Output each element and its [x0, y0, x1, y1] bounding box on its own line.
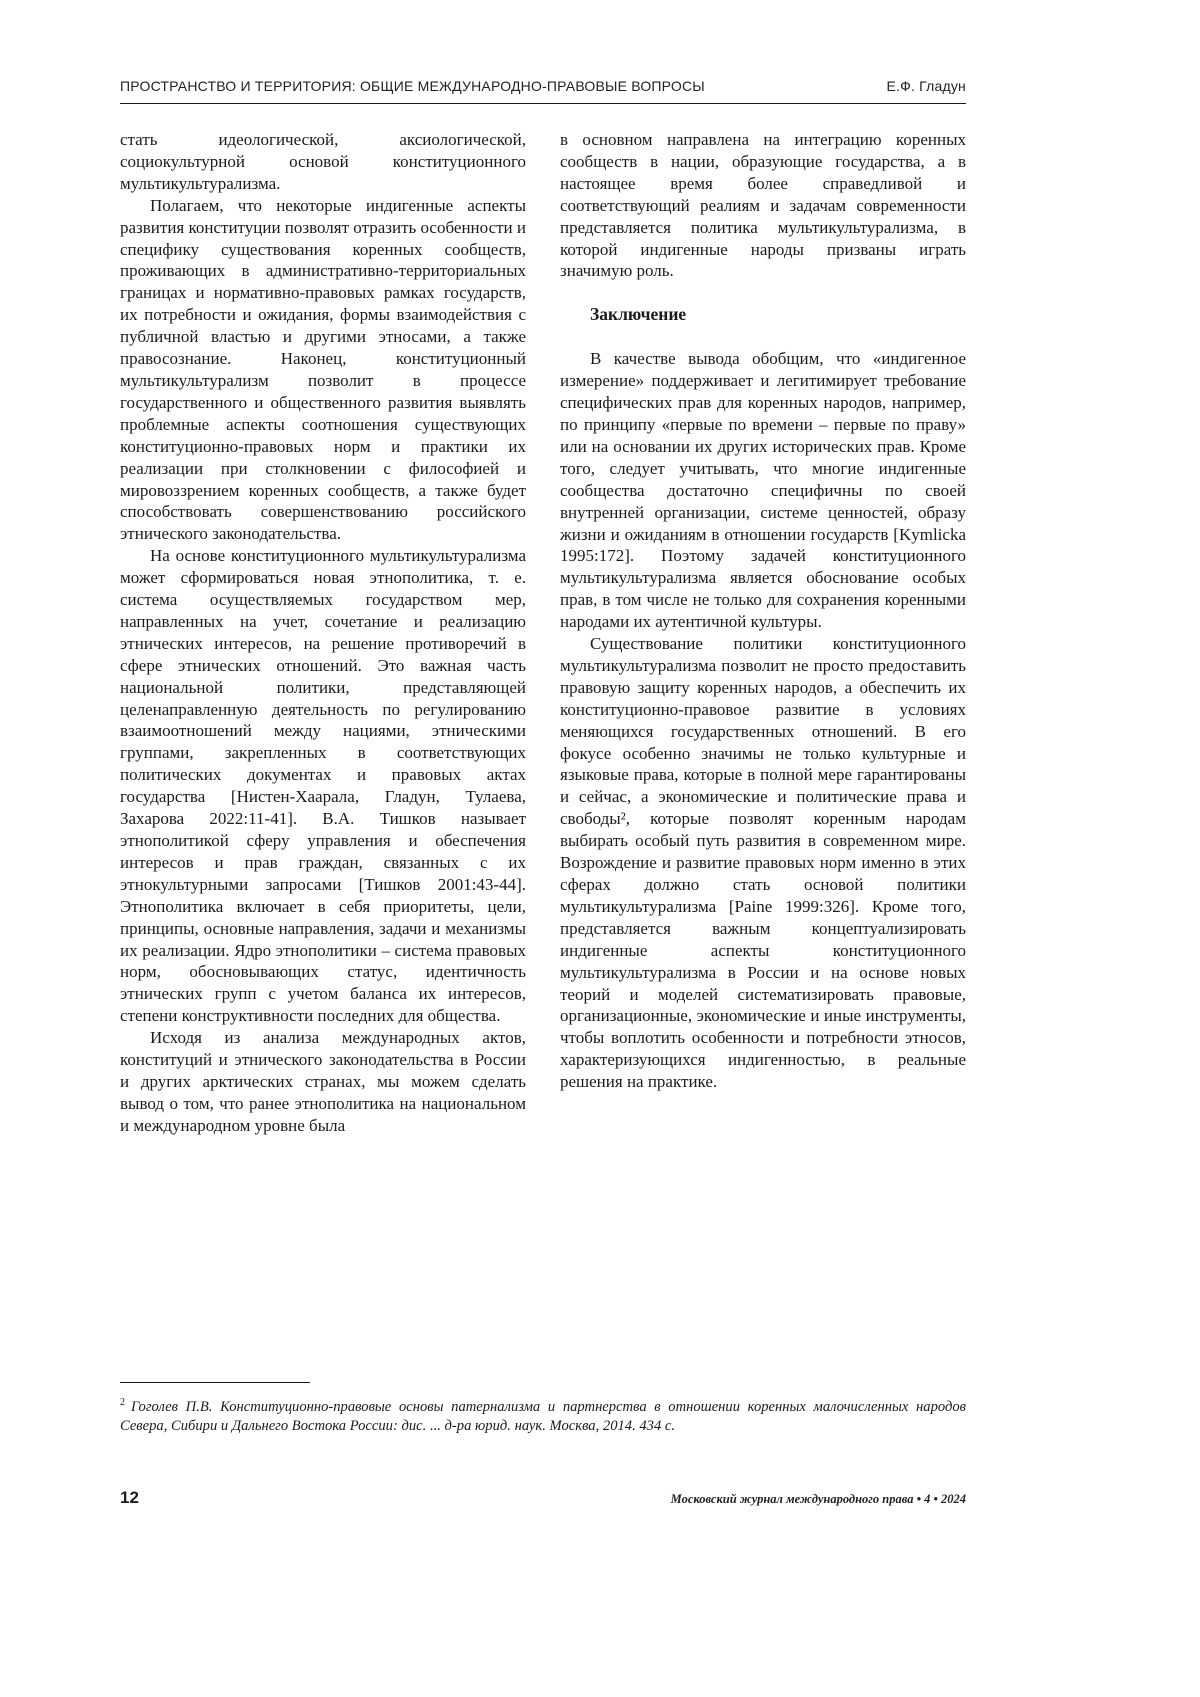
footnote-text: Гоголев П.В. Конституционно-правовые основы патернализма и партнерства в отношении коренных малочисленных народов Севера, Сибири и Дальнего Востока России: дис. ... д-ра юрид. наук. Москва, 2014. 434 с.	[120, 1398, 966, 1435]
paragraph: В качестве вывода обобщим, что «индигенное измерение» поддерживает и легитимирует требование специфических прав для коренных народов, например, по принципу «первые по времени – первые по праву» или на основании их других исторических прав. Кроме того, следует учитывать, что многие индигенные сообщества достаточно специфичны по своей внутренней организации, системе ценностей, образу жизни и ожиданиям в отношении государств [Kymlicka 1995:172]. Поэтому задачей конституционного мультикультурализма является обоснование особых прав, в том числе не только для сохранения коренными народами их аутентичной культуры.	[560, 349, 966, 632]
page-content	[120, 78, 966, 1137]
paragraph: Исходя из анализа международных актов, конституций и этнического законодательства в России и других арктических странах, мы можем сделать вывод о том, что ранее этнополитика на национальном и международном уровне была	[120, 1028, 526, 1135]
paragraph: Полагаем, что некоторые индигенные аспекты развития конституции позволят отразить особенности и специфику существования коренных сообществ, проживающих в административно-территориальных границах и нормативно-правовых рамках государств, их потребности и ожидания, формы взаимодействия с публичной властью и другими этносами, а также правосознание. Наконец, конституционный мультикультурализм позволит в процессе государственного и общественного развития выявлять проблемные аспекты соотношения существующих конституционно-правовых норм и практики их реализации при столкновении с философией и мировоззрением коренных сообществ, а также будет способствовать совершенствованию российского этнического законодательства.	[120, 195, 526, 544]
running-head-author: Е.Ф. Гладун	[886, 78, 966, 94]
footnote-rule	[120, 1382, 310, 1383]
right-column	[560, 129, 966, 1137]
left-column	[120, 129, 526, 1137]
paragraph: На основе конституционного мультикультурализма может сформироваться новая этнополитика, т. е. система осуществляемых государством мер, направленных на учет, сочетание и реализацию этнических интересов, на решение противоречий в сфере этнических отношений. Это важная часть национальной политики, представляющей целенаправленную деятельность по регулированию взаимоотношений между нациями, этническими группами, закрепленных в соответствующих политических документах и правовых актах государства [Нистен-Хаарала, Гладун, Тулаева, Захарова 2022:11-41]. В.А. Тишков называет этнополитикой сферу управления и обеспечения интересов и прав граждан, связанных с их этнокультурными запросами [Тишков 2001:43-44]. Этнополитика включает в себя приоритеты, цели, принципы, основные направления, задачи и механизмы их реализации. Ядро этнополитики – система правовых норм, обосновывающих статус, идентичность этнических групп с учетом баланса их интересов, степени конструктивности последних для общества.	[120, 546, 526, 1026]
running-head-title: ПРОСТРАНСТВО И ТЕРРИТОРИЯ: ОБЩИЕ МЕЖДУНАРОДНО-ПРАВОВЫЕ ВОПРОСЫ	[120, 78, 705, 94]
section-heading-conclusion: Заключение	[590, 304, 687, 325]
footnote-marker: 2	[120, 1397, 125, 1408]
page-number: 12	[120, 1488, 139, 1507]
paragraph: Существование политики конституционного мультикультурализма позволит не просто предоставить правовую защиту коренных народов, а обеспечить их конституционно-правовое развитие в условиях меняющихся государственных отношений. В его фокусе особенно значимы не только культурные и языковые права, которые в полной мере гарантированы и сейчас, а экономические и политические права и свободы², которые позволят коренным народам выбирать особый путь развития в современном мире. Возрождение и развитие правовых норм именно в этих сферах должно стать основой политики мультикультурализма [Paine 1999:326]. Кроме того, представляется важным концептуализировать индигенные аспекты конституционного мультикультурализма в России и на основе новых теорий и моделей систематизировать правовые, организационные, экономические и иные инструменты, чтобы воплотить особенности и потребности этносов, характеризующихся индигенностью, в реальные решения на практике.	[560, 634, 966, 1092]
journal-footer-line: Московский журнал международного права • 4 • 2024	[670, 1492, 966, 1506]
two-column-body	[120, 129, 966, 1137]
paragraph: в основном направлена на интеграцию коренных сообществ в нации, образующие государства, а в настоящее время более справедливой и соответствующий реалиям и задачам современности представляется политика мультикультурализма, в которой индигенные народы призваны играть значимую роль.	[560, 130, 966, 281]
running-header	[120, 78, 966, 103]
header-rule	[120, 103, 966, 104]
paragraph: стать идеологической, аксиологической, социокультурной основой конституционного мультикультурализма.	[120, 130, 526, 193]
footnote-block	[120, 1382, 966, 1437]
page-footer	[120, 1488, 966, 1508]
footnote	[120, 1393, 966, 1437]
